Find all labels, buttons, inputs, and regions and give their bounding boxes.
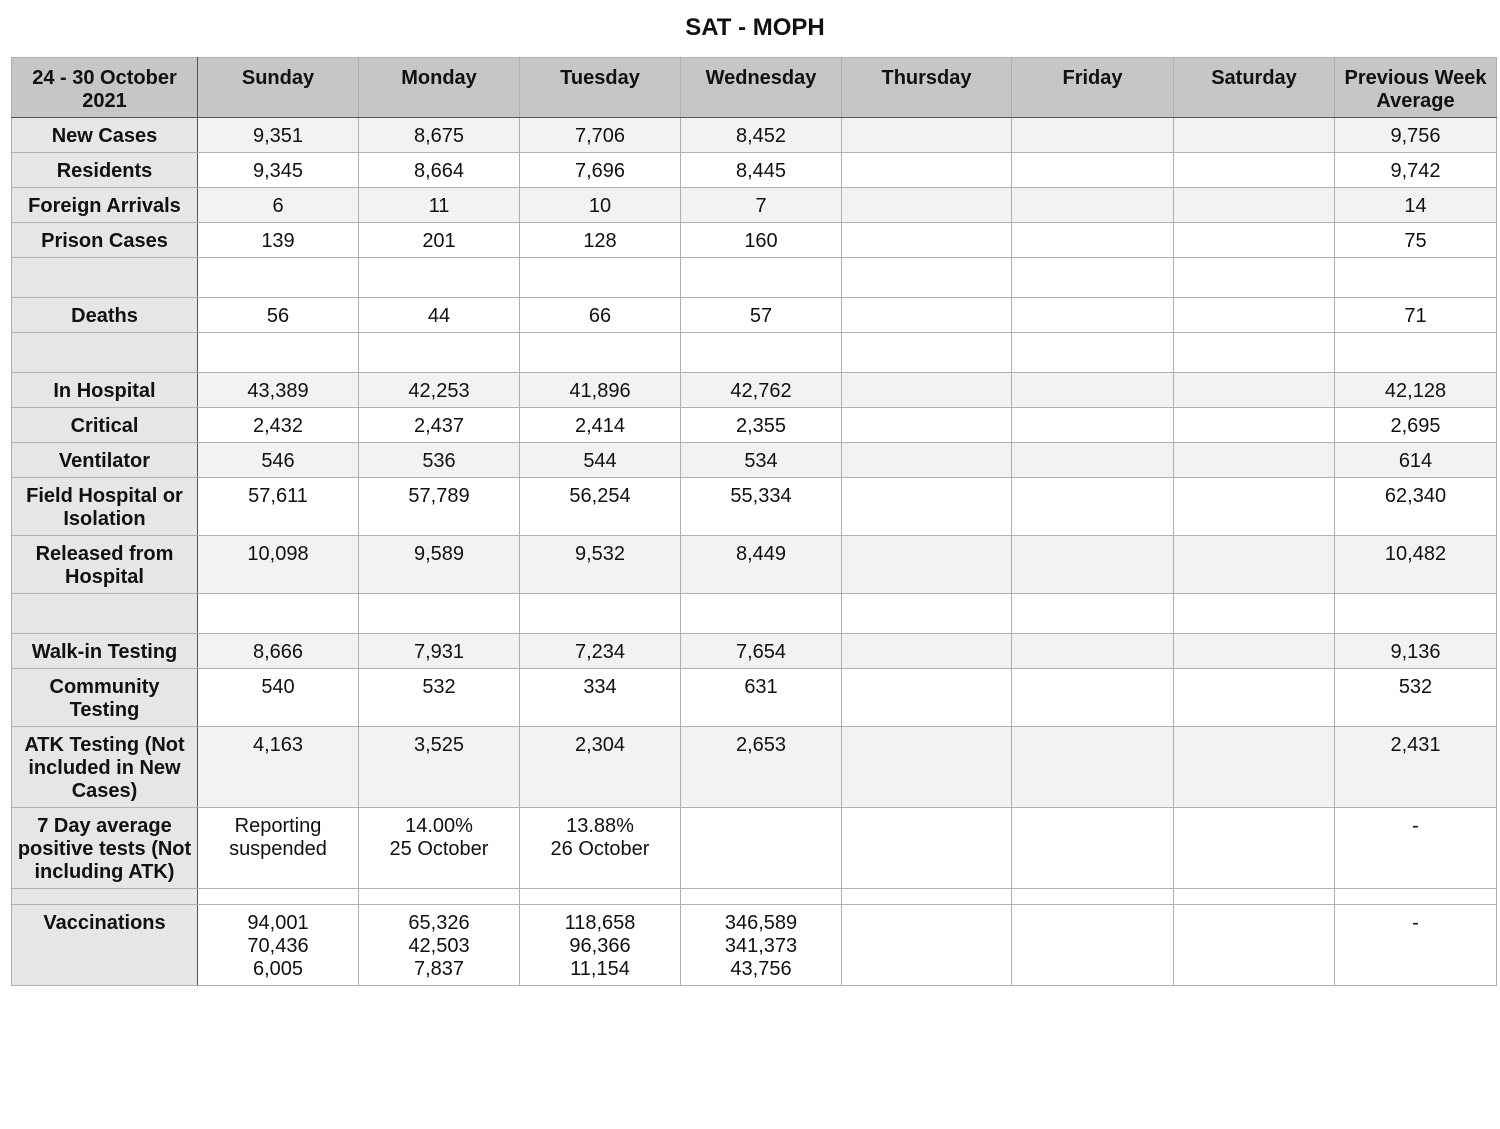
cell-sunday: 56 — [198, 298, 359, 333]
cell-thursday — [842, 298, 1012, 333]
cell-sunday: 9,345 — [198, 153, 359, 188]
cell-wednesday: 57 — [681, 298, 842, 333]
table-row — [12, 536, 1497, 594]
spacer-cell — [1174, 594, 1335, 634]
row-label: Prison Cases — [12, 223, 198, 258]
table-row — [12, 223, 1497, 258]
cell-tuesday: 544 — [520, 443, 681, 478]
cell-saturday — [1174, 808, 1335, 889]
cell-previous-week-average: 9,742 — [1335, 153, 1497, 188]
spacer-cell — [1335, 594, 1497, 634]
table-row — [12, 153, 1497, 188]
spacer-cell — [520, 258, 681, 298]
cell-previous-week-average: 2,695 — [1335, 408, 1497, 443]
cell-sunday: 546 — [198, 443, 359, 478]
cell-wednesday: 2,355 — [681, 408, 842, 443]
table-row — [12, 727, 1497, 808]
spacer-cell — [198, 889, 359, 905]
cell-saturday — [1174, 188, 1335, 223]
cell-previous-week-average: 9,756 — [1335, 118, 1497, 153]
spacer-cell — [1174, 333, 1335, 373]
row-label: Walk-in Testing — [12, 634, 198, 669]
row-label: In Hospital — [12, 373, 198, 408]
table-row — [12, 373, 1497, 408]
cell-previous-week-average: - — [1335, 905, 1497, 986]
table-row — [12, 118, 1497, 153]
row-label: Critical — [12, 408, 198, 443]
spacer-cell — [198, 258, 359, 298]
cell-saturday — [1174, 408, 1335, 443]
cell-sunday: Reporting suspended — [198, 808, 359, 889]
cell-wednesday: 2,653 — [681, 727, 842, 808]
cell-wednesday: 631 — [681, 669, 842, 727]
spacer-cell — [12, 333, 198, 373]
table-row — [12, 443, 1497, 478]
cell-wednesday: 7,654 — [681, 634, 842, 669]
cell-previous-week-average: 14 — [1335, 188, 1497, 223]
cell-friday — [1012, 188, 1174, 223]
spacer-cell — [1174, 889, 1335, 905]
cell-monday: 8,664 — [359, 153, 520, 188]
cell-wednesday: 8,452 — [681, 118, 842, 153]
spacer-cell — [359, 258, 520, 298]
spacer-cell — [359, 333, 520, 373]
cell-thursday — [842, 727, 1012, 808]
cell-previous-week-average: 10,482 — [1335, 536, 1497, 594]
table-row — [12, 298, 1497, 333]
cell-thursday — [842, 408, 1012, 443]
cell-wednesday: 346,589 341,373 43,756 — [681, 905, 842, 986]
cell-sunday: 4,163 — [198, 727, 359, 808]
cell-thursday — [842, 669, 1012, 727]
cell-saturday — [1174, 223, 1335, 258]
cell-friday — [1012, 808, 1174, 889]
cell-tuesday: 13.88% 26 October — [520, 808, 681, 889]
cell-wednesday: 534 — [681, 443, 842, 478]
cell-saturday — [1174, 443, 1335, 478]
spacer-cell — [1012, 594, 1174, 634]
cell-wednesday: 8,445 — [681, 153, 842, 188]
cell-friday — [1012, 536, 1174, 594]
header-tuesday: Tuesday — [520, 58, 681, 118]
spacer-cell — [681, 889, 842, 905]
cell-sunday: 9,351 — [198, 118, 359, 153]
row-label: Vaccinations — [12, 905, 198, 986]
row-label: Foreign Arrivals — [12, 188, 198, 223]
cell-tuesday: 2,414 — [520, 408, 681, 443]
cell-monday: 11 — [359, 188, 520, 223]
cell-monday: 65,326 42,503 7,837 — [359, 905, 520, 986]
spacer-cell — [198, 333, 359, 373]
spacer-cell — [1335, 258, 1497, 298]
cell-wednesday: 7 — [681, 188, 842, 223]
header-monday: Monday — [359, 58, 520, 118]
cell-thursday — [842, 373, 1012, 408]
cell-tuesday: 7,234 — [520, 634, 681, 669]
cell-friday — [1012, 153, 1174, 188]
header-row — [12, 58, 1497, 118]
cell-thursday — [842, 188, 1012, 223]
cell-previous-week-average: - — [1335, 808, 1497, 889]
cell-sunday: 139 — [198, 223, 359, 258]
spacer-row — [12, 333, 1497, 373]
cell-previous-week-average: 62,340 — [1335, 478, 1497, 536]
cell-tuesday: 128 — [520, 223, 681, 258]
spacer-cell — [1012, 258, 1174, 298]
cell-sunday: 10,098 — [198, 536, 359, 594]
cell-monday: 536 — [359, 443, 520, 478]
cell-thursday — [842, 634, 1012, 669]
header-period: 24 - 30 October 2021 — [12, 58, 198, 118]
table-row — [12, 408, 1497, 443]
cell-friday — [1012, 727, 1174, 808]
cell-wednesday — [681, 808, 842, 889]
cell-sunday: 540 — [198, 669, 359, 727]
cell-friday — [1012, 118, 1174, 153]
cell-friday — [1012, 905, 1174, 986]
row-label: Deaths — [12, 298, 198, 333]
row-label: Field Hospital or Isolation — [12, 478, 198, 536]
cell-thursday — [842, 153, 1012, 188]
cell-tuesday: 9,532 — [520, 536, 681, 594]
cell-monday: 57,789 — [359, 478, 520, 536]
cell-thursday — [842, 223, 1012, 258]
cell-sunday: 94,001 70,436 6,005 — [198, 905, 359, 986]
cell-previous-week-average: 71 — [1335, 298, 1497, 333]
cell-sunday: 57,611 — [198, 478, 359, 536]
cell-thursday — [842, 536, 1012, 594]
cell-saturday — [1174, 118, 1335, 153]
cell-thursday — [842, 905, 1012, 986]
spacer-cell — [1174, 258, 1335, 298]
cell-saturday — [1174, 727, 1335, 808]
row-label: New Cases — [12, 118, 198, 153]
cell-saturday — [1174, 298, 1335, 333]
cell-thursday — [842, 118, 1012, 153]
spacer-cell — [842, 594, 1012, 634]
cell-tuesday: 10 — [520, 188, 681, 223]
spacer-cell — [359, 889, 520, 905]
table-row — [12, 669, 1497, 727]
header-previous-week-average: Previous Week Average — [1335, 58, 1497, 118]
spacer-cell — [681, 333, 842, 373]
spacer-cell — [842, 333, 1012, 373]
spacer-cell — [12, 889, 198, 905]
cell-tuesday: 118,658 96,366 11,154 — [520, 905, 681, 986]
spacer-cell — [681, 594, 842, 634]
cell-friday — [1012, 408, 1174, 443]
cell-friday — [1012, 669, 1174, 727]
cell-sunday: 2,432 — [198, 408, 359, 443]
cell-wednesday: 55,334 — [681, 478, 842, 536]
spacer-cell — [1012, 889, 1174, 905]
cell-friday — [1012, 634, 1174, 669]
cell-saturday — [1174, 634, 1335, 669]
spacer-cell — [1335, 889, 1497, 905]
cell-tuesday: 7,696 — [520, 153, 681, 188]
header-saturday: Saturday — [1174, 58, 1335, 118]
row-label: Residents — [12, 153, 198, 188]
cell-friday — [1012, 298, 1174, 333]
spacer-cell — [681, 258, 842, 298]
table-row — [12, 634, 1497, 669]
cell-wednesday: 8,449 — [681, 536, 842, 594]
spacer-row — [12, 889, 1497, 905]
spacer-cell — [842, 889, 1012, 905]
cell-saturday — [1174, 478, 1335, 536]
spacer-cell — [520, 889, 681, 905]
cell-saturday — [1174, 669, 1335, 727]
cell-friday — [1012, 223, 1174, 258]
cell-thursday — [842, 808, 1012, 889]
cell-thursday — [842, 478, 1012, 536]
spacer-cell — [520, 333, 681, 373]
cell-friday — [1012, 373, 1174, 408]
cell-monday: 3,525 — [359, 727, 520, 808]
table-row — [12, 808, 1497, 889]
cell-monday: 44 — [359, 298, 520, 333]
cell-monday: 14.00% 25 October — [359, 808, 520, 889]
header-sunday: Sunday — [198, 58, 359, 118]
cell-monday: 532 — [359, 669, 520, 727]
table-row — [12, 478, 1497, 536]
cell-saturday — [1174, 905, 1335, 986]
cell-saturday — [1174, 536, 1335, 594]
cell-previous-week-average: 2,431 — [1335, 727, 1497, 808]
spacer-cell — [1335, 333, 1497, 373]
row-label: Community Testing — [12, 669, 198, 727]
cell-previous-week-average: 9,136 — [1335, 634, 1497, 669]
cell-previous-week-average: 614 — [1335, 443, 1497, 478]
data-table — [11, 57, 1497, 986]
cell-tuesday: 2,304 — [520, 727, 681, 808]
row-label: Released from Hospital — [12, 536, 198, 594]
spacer-cell — [12, 594, 198, 634]
table-row — [12, 188, 1497, 223]
cell-monday: 7,931 — [359, 634, 520, 669]
cell-friday — [1012, 443, 1174, 478]
row-label: Ventilator — [12, 443, 198, 478]
cell-sunday: 43,389 — [198, 373, 359, 408]
spacer-cell — [1012, 333, 1174, 373]
header-thursday: Thursday — [842, 58, 1012, 118]
row-label: 7 Day average positive tests (Not including ATK) — [12, 808, 198, 889]
spacer-row — [12, 594, 1497, 634]
cell-friday — [1012, 478, 1174, 536]
row-label: ATK Testing (Not included in New Cases) — [12, 727, 198, 808]
cell-previous-week-average: 532 — [1335, 669, 1497, 727]
cell-monday: 8,675 — [359, 118, 520, 153]
cell-monday: 201 — [359, 223, 520, 258]
cell-previous-week-average: 75 — [1335, 223, 1497, 258]
page-title: SAT - MOPH — [685, 14, 825, 41]
cell-sunday: 6 — [198, 188, 359, 223]
cell-wednesday: 160 — [681, 223, 842, 258]
cell-sunday: 8,666 — [198, 634, 359, 669]
cell-monday: 2,437 — [359, 408, 520, 443]
spacer-cell — [12, 258, 198, 298]
spacer-cell — [198, 594, 359, 634]
table-row — [12, 905, 1497, 986]
cell-previous-week-average: 42,128 — [1335, 373, 1497, 408]
cell-monday: 42,253 — [359, 373, 520, 408]
spacer-row — [12, 258, 1497, 298]
cell-saturday — [1174, 373, 1335, 408]
spacer-cell — [359, 594, 520, 634]
cell-tuesday: 334 — [520, 669, 681, 727]
spacer-cell — [520, 594, 681, 634]
cell-saturday — [1174, 153, 1335, 188]
cell-tuesday: 7,706 — [520, 118, 681, 153]
cell-tuesday: 66 — [520, 298, 681, 333]
spacer-cell — [842, 258, 1012, 298]
cell-monday: 9,589 — [359, 536, 520, 594]
cell-wednesday: 42,762 — [681, 373, 842, 408]
header-wednesday: Wednesday — [681, 58, 842, 118]
cell-tuesday: 56,254 — [520, 478, 681, 536]
cell-tuesday: 41,896 — [520, 373, 681, 408]
cell-thursday — [842, 443, 1012, 478]
header-friday: Friday — [1012, 58, 1174, 118]
